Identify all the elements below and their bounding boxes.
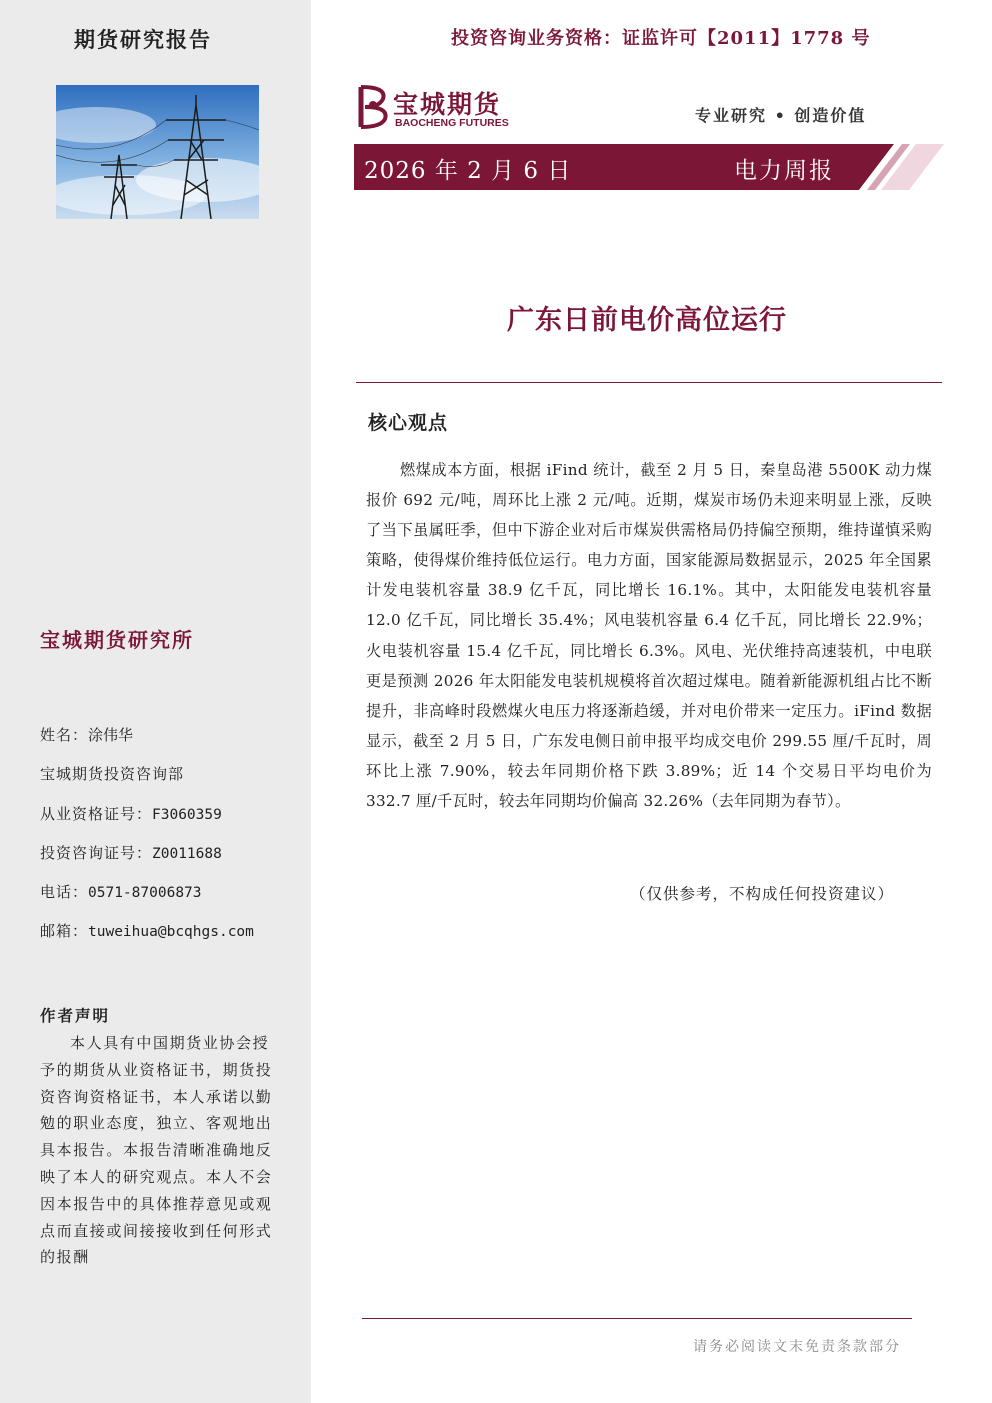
power-tower-photo: [56, 85, 259, 219]
contact-value: F3060359: [152, 806, 222, 823]
report-category: 电力周报: [734, 158, 834, 184]
report-banner: [354, 144, 944, 190]
contact-label: 邮箱：: [40, 922, 89, 941]
sidebar: [0, 0, 311, 1403]
contact-value: 涂伟华: [88, 726, 134, 744]
disclaimer-reminder: 请务必阅读文末免责条款部分: [693, 1339, 901, 1355]
contact-email: [40, 920, 254, 959]
company-slogan: 专业研究 • 创造价值: [695, 106, 867, 125]
contact-value[interactable]: tuweihua@bcqhgs.com: [88, 924, 254, 941]
report-type-label: 期货研究报告: [74, 27, 212, 52]
reference-only-note: （仅供参考，不构成任何投资建议）: [630, 885, 895, 903]
contact-label: 从业资格证号：: [40, 804, 153, 823]
author-declaration-text: 本人具有中国期货业协会授予的期货从业资格证书，期货投资咨询资格证书，本人承诺以勤勉的职业态度，独立、客观地出具本报告。本报告清晰准确地反映了本人的研究观点。本人不会因本报告中的具体推荐意见或观点而直接或间接接收到任何形式的报酬: [40, 1034, 273, 1267]
logo-english-name: BAOCHENG FUTURES: [395, 117, 509, 129]
logo-mark-icon: [355, 83, 393, 131]
contact-label: 姓名：: [40, 726, 89, 744]
company-logo: [355, 83, 525, 133]
contact-department: [40, 763, 254, 802]
footer-divider: [362, 1318, 912, 1319]
contact-consulting-cert: [40, 842, 254, 881]
license-statement: 投资咨询业务资格：证监许可【2011】1778 号: [451, 28, 871, 49]
contact-value: 0571-87006873: [88, 885, 202, 902]
contact-name: [40, 724, 254, 763]
contact-phone: [40, 881, 254, 920]
report-headline: 广东日前电价高位运行: [507, 305, 787, 336]
power-tower-illustration: [56, 85, 259, 219]
report-date: 2026 年 2 月 6 日: [364, 158, 572, 184]
logo-chinese-name: 宝城期货: [393, 90, 502, 119]
author-declaration-title: 作者声明: [40, 1006, 111, 1025]
contact-label: 电话：: [40, 883, 89, 902]
core-views-heading: 核心观点: [368, 412, 449, 434]
analyst-contacts: [40, 724, 254, 960]
contact-label: 投资咨询证号：: [40, 843, 153, 862]
research-institute-name: 宝城期货研究所: [40, 628, 194, 652]
contact-qualification: [40, 803, 254, 842]
headline-divider: [356, 382, 942, 383]
contact-label: 宝城期货投资咨询部: [40, 765, 185, 784]
core-views-body: 燃煤成本方面，根据 iFind 统计，截至 2 月 5 日，秦皇岛港 5500K 动力煤报价 692 元/吨，周环比上涨 2 元/吨。近期，煤炭市场仍未迎来明显上涨，反映了当下虽属旺季，但中下游企业对后市煤炭供需格局仍持偏空预期，维持谨慎采购策略，使得煤价维持低位运行。电力方面，国家能源局数据显示，2025 年全国累计发电装机容量 38.9 亿千瓦，同比增长 16.1%。其中，太阳能发电装机容量 12.0 亿千瓦，同比增长 35.4%；风电装机容量 6.4 亿千瓦，同比增长 22.9%；火电装机容量 15.4 亿千瓦，同比增长 6.3%。风电、光伏维持高速装机，中电联更是预测 2026 年太阳能发电装机规模将首次超过煤电。随着新能源机组占比不断提升，非高峰时段燃煤火电压力将逐渐趋缓，并对电价带来一定压力。iFind 数据显示，截至 2 月 5 日，广东发电侧日前申报平均成交电价 299.55 厘/千瓦时，周环比上涨 7.90%，较去年同期价格下跌 3.89%；近 14 个交易日平均电价为 332.7 厘/千瓦时，较去年同期均价偏高 32.26%（去年同期为春节）。: [366, 461, 932, 811]
contact-value: Z0011688: [152, 845, 222, 862]
